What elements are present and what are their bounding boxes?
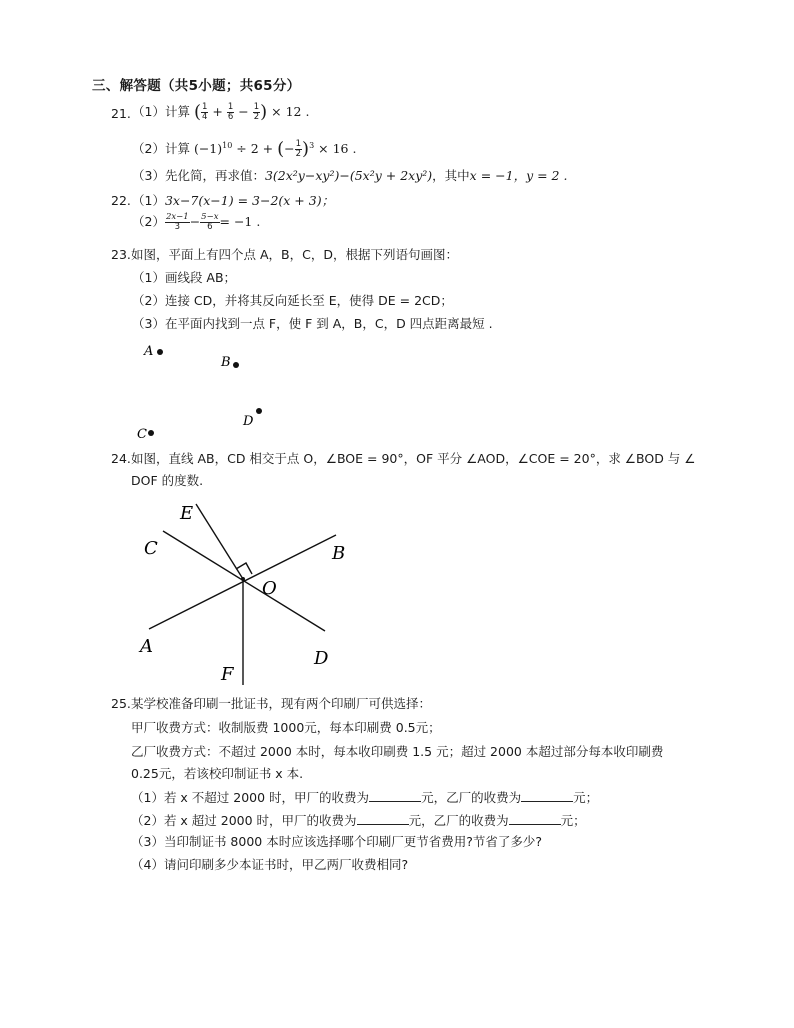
fraction: $\frac{5-x}{6}$ [201, 212, 219, 232]
q25-part4: （4）请问印刷多少本证书时，甲乙两厂收费相同? [131, 857, 409, 872]
q21-part1: （1）计算 ( $\frac{1}{4}$ + $\frac{1}{6}$ − $\frac{1}{2}$ ) × 12 . [132, 101, 310, 123]
label-a: A [140, 636, 153, 657]
ray-oe [196, 504, 243, 579]
q21-part3: （3）先化简，再求值：3(2x²y−xy²)−(5x²y + 2xy²)，其中x = −1，y = 2 . [132, 168, 568, 183]
q21-part2: （2）计算 $(-1)^{10} \div 2$ + (− $\frac{1}{2}$ )$^3$ × 16 . [132, 138, 357, 160]
fraction: $\frac{1}{2}$ [253, 102, 260, 122]
fraction: $\frac{2x-1}{3}$ [165, 212, 189, 232]
answer-blank [369, 789, 421, 802]
q25-part1: （1）若 x 不超过 2000 时，甲厂的收费为 元，乙厂的收费为 元； [131, 790, 599, 805]
answer-blank [521, 789, 573, 802]
answer-blank [509, 812, 561, 825]
question-number: 22. [111, 193, 131, 208]
question-stem: 如图，平面上有四个点 A，B，C，D，根据下列语句画图： [131, 247, 458, 262]
label-c: C [144, 538, 158, 559]
label-o: O [262, 578, 277, 599]
label-d: D [314, 648, 329, 669]
line-cd [163, 531, 325, 631]
expression: 3(2x²y−xy²)−(5x²y + 2xy²) [264, 168, 433, 183]
q23-part1: （1）画线段 AB； [132, 270, 237, 285]
point-label-a: A [144, 344, 154, 359]
fraction: $\frac{1}{6}$ [227, 102, 234, 122]
question-stem: 如图，直线 AB，CD 相交于点 O，∠BOE = 90°，OF 平分 ∠AOD，∠COE = 20°，求 ∠BOD 与 ∠ [131, 451, 696, 466]
label-f: F [221, 664, 234, 685]
point-o-dot [241, 577, 245, 581]
point-label-b: B [221, 355, 231, 370]
question-number: 25. [111, 696, 131, 711]
label-b: B [332, 543, 346, 564]
q22-part1: （1）3x−7(x−1) = 3−2(x + 3)； [132, 193, 335, 208]
line-yi-cont: 0.25元，若该校印制证书 x 本. [131, 766, 304, 781]
question-number: 24. [111, 451, 131, 466]
q25-part2: （2）若 x 超过 2000 时，甲厂的收费为 元，乙厂的收费为 元； [131, 813, 586, 828]
label-e: E [180, 503, 194, 524]
part-label: （1）计算 [132, 104, 190, 119]
question-stem: 某学校准备印刷一批证书，现有两个印刷厂可供选择： [131, 696, 432, 711]
point-label-c: C [137, 427, 147, 442]
question-number: 23. [111, 247, 131, 262]
line-jia: 甲厂收费方式：收制版费 1000元，每本印刷费 0.5元； [131, 720, 441, 735]
q22-part2: （2） $\frac{2x-1}{3}$ − $\frac{5-x}{6}$ = −1 . [132, 212, 261, 232]
question-number: 21. [111, 106, 131, 121]
fraction: $\frac{1}{4}$ [201, 102, 208, 122]
q25-part3: （3）当印制证书 8000 本时应该选择哪个印刷厂更节省费用?节省了多少? [131, 834, 542, 849]
answer-blank [357, 812, 409, 825]
q23-part3: （3）在平面内找到一点 F，使 F 到 A，B，C，D 四点距离最短 . [132, 316, 493, 331]
point-label-d: D [243, 414, 254, 429]
question-stem-cont: DOF 的度数. [131, 473, 204, 488]
q23-part2: （2）连接 CD，并将其反向延长至 E，使得 DE = 2CD； [132, 293, 453, 308]
fraction: $\frac{1}{2}$ [295, 139, 302, 160]
line-yi: 乙厂收费方式：不超过 2000 本时，每本收印刷费 1.5 元；超过 2000 本超过部分每本收印刷费 [131, 744, 664, 759]
section-title: 三、解答题（共5小题；共65分） [92, 78, 301, 94]
